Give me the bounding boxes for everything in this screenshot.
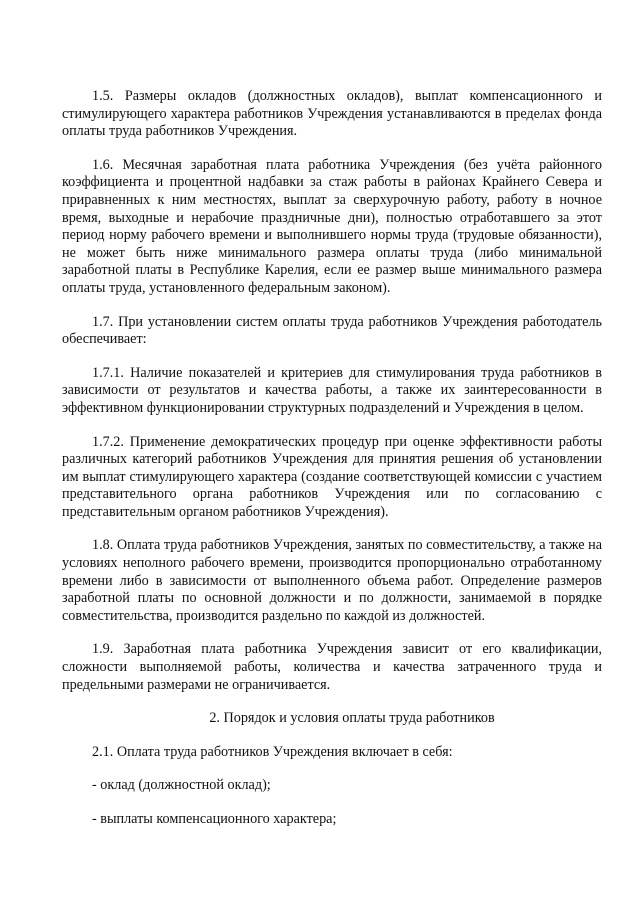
paragraph-1-7: 1.7. При установлении систем оплаты труда работников Учреждения работодатель обеспечивает: (62, 313, 602, 348)
paragraph-1-7-2: 1.7.2. Применение демократических процедур при оценке эффективности работы различных категорий работников Учреждения для принятия решения об установлении им выплат стимулирующего характера (создание соответствующей комиссии с участием представительного органа работников Учреждения или по согласованию с представительным органом работников Учреждения). (62, 433, 602, 520)
list-item: - оклад (должностной оклад); (92, 777, 271, 794)
section-heading: 2. Порядок и условия оплаты труда работников (209, 710, 495, 727)
paragraph-1-8: 1.8. Оплата труда работников Учреждения, занятых по совместительству, а также на условиях неполного рабочего времени, производится пропорционально отработанному времени либо в зависимости от выполненного объема работ. Определение размеров заработной платы по основной должности и по должности, занимаемой в порядке совместительства, производится раздельно по каждой из должностей. (62, 537, 603, 624)
paragraph-1-9: 1.9. Заработная плата работника Учреждения зависит от его квалификации, сложности выполняемой работы, количества и качества затраченного труда и предельными размерами не ограничивается. (62, 641, 602, 693)
paragraph-1-5: 1.5. Размеры окладов (должностных окладов), выплат компенсационного и стимулирующего характера работников Учреждения устанавливаются в пределах фонда оплаты труда работников Учреждения. (62, 88, 602, 140)
list-item: - выплаты компенсационного характера; (92, 811, 337, 827)
clause-2-1: 2.1. Оплата труда работников Учреждения включает в себя: (92, 743, 453, 760)
paragraph-1-7-1: 1.7.1. Наличие показателей и критериев для стимулирования труда работников в зависимости от результатов и качества работы, а также их заинтересованности в эффективном функционировании структурных подразделений и Учреждения в целом. (62, 364, 602, 416)
paragraph-1-6: 1.6. Месячная заработная плата работника Учреждения (без учёта районного коэффициента и процентной надбавки за стаж работы в районах Крайнего Севера и приравненных к ним местностях, выплат за сверхурочную работу, работу в ночное время, выходные и нерабочие праздничные дни), полностью отработавшего за этот период норму рабочего времени и выполнившего нормы труда (трудовые обязанности), не может быть ниже минимального размера оплаты труда (либо минимальной заработной платы в Республике Карелия, если ее размер выше минимального размера оплаты труда, установленного федеральным законом). (62, 156, 602, 296)
